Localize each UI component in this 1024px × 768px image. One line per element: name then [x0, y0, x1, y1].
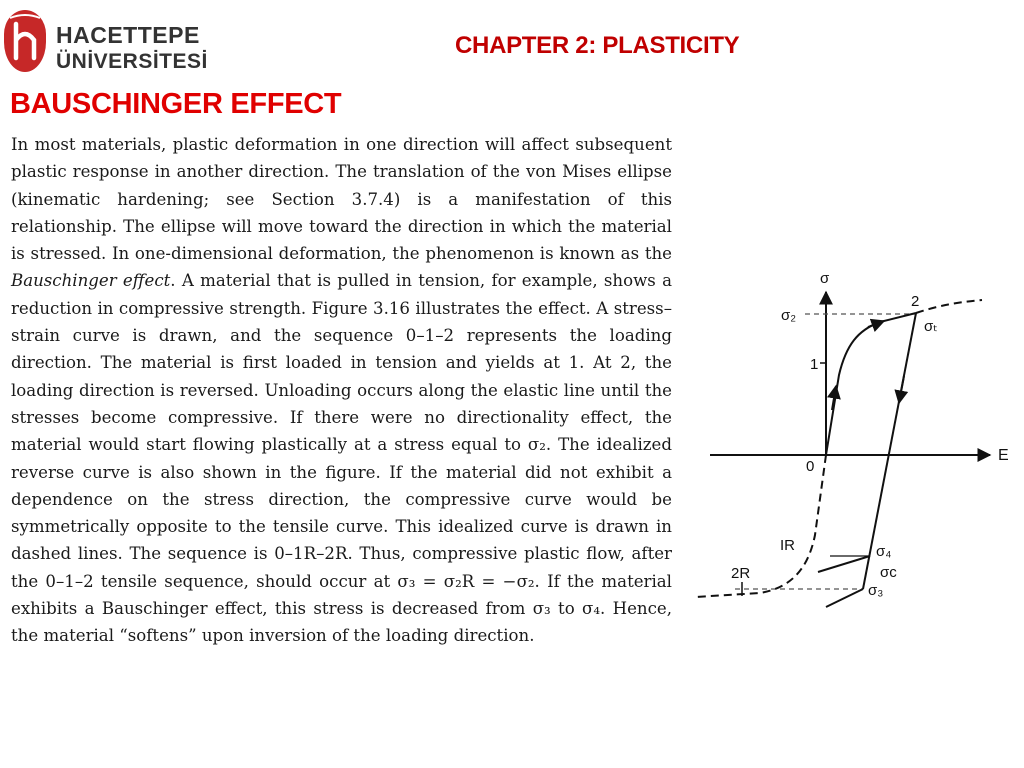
logo-text-line1: HACETTEPE — [56, 22, 200, 48]
point-1-label: 1 — [810, 356, 819, 373]
loading-arrow-2 — [868, 321, 884, 327]
sigma-c-label: σc — [880, 564, 897, 581]
paragraph-part-2: . A material that is pulled in tension, for example, shows a reduction in compressive strength. Figure 3.16 illustrates the effect. A stress–strain curve is drawn, and the sequence 0–1–2 represents the loading direction. The material is first loaded in tension and yields at 1. At 2, the loading direction is reversed. Unloading occurs along the elastic line until the stresses become compressive. If there were no directionality effect, the material would start flowing plastically at a stress equal to σ₂. The idealized reverse curve is also shown in the figure. If the material did not exhibit a dependence on the stress direction, the compressive curve would be symmetrically opposite to the tensile curve. This idealized curve is drawn in dashed lines. The sequence is 0–1R–2R. Thus, compressive plastic flow, after the 0–1–2 tensile sequence, should occur at σ₃ = σ₂R = −σ₂. If the material exhibits a Bauschinger effect, this stress is decreased from σ₃ to σ₄. Hence, the material “softens” upon inversion of the loading direction. — [11, 271, 672, 646]
sigma4-label: σ₄ — [876, 543, 892, 560]
sigma3-label: σ₃ — [868, 582, 884, 599]
sigma-t-label: σₜ — [924, 318, 938, 335]
sigma2-label: σ₂ — [781, 307, 797, 324]
hardening-dashed-curve — [916, 300, 982, 313]
strain-axis-label: E — [998, 447, 1009, 464]
section-title: BAUSCHINGER EFFECT — [10, 88, 342, 120]
2R-label: 2R — [731, 565, 751, 582]
body-paragraph — [11, 131, 672, 650]
university-logo — [4, 10, 224, 76]
point-2-label: 2 — [911, 293, 920, 310]
paragraph-part-1: In most materials, plastic deformation in one direction will affect subsequent plastic response in another direction. The translation of the von Mises ellipse (kinematic hardening; see Section 3.7.4) is a manifestation of this relationship. The ellipse will move toward the direction in which the material is stressed. In one-dimensional deformation, the phenomenon is known as the — [11, 135, 672, 264]
hacettepe-emblem-icon — [4, 10, 46, 72]
idealized-reverse-curve — [695, 455, 826, 597]
compressive-curve-1 — [818, 556, 870, 572]
unloading-arrow — [899, 376, 904, 403]
logo-text-line2: ÜNİVERSİTESİ — [56, 50, 208, 73]
chapter-title: CHAPTER 2: PLASTICITY — [455, 32, 740, 59]
bauschinger-term: Bauschinger effect — [11, 271, 171, 291]
origin-label: 0 — [806, 458, 815, 475]
sigma-axis-label: σ — [820, 270, 830, 287]
IR-label: IR — [780, 537, 795, 554]
stress-strain-figure — [690, 262, 1020, 622]
compressive-curve-2 — [826, 589, 863, 607]
